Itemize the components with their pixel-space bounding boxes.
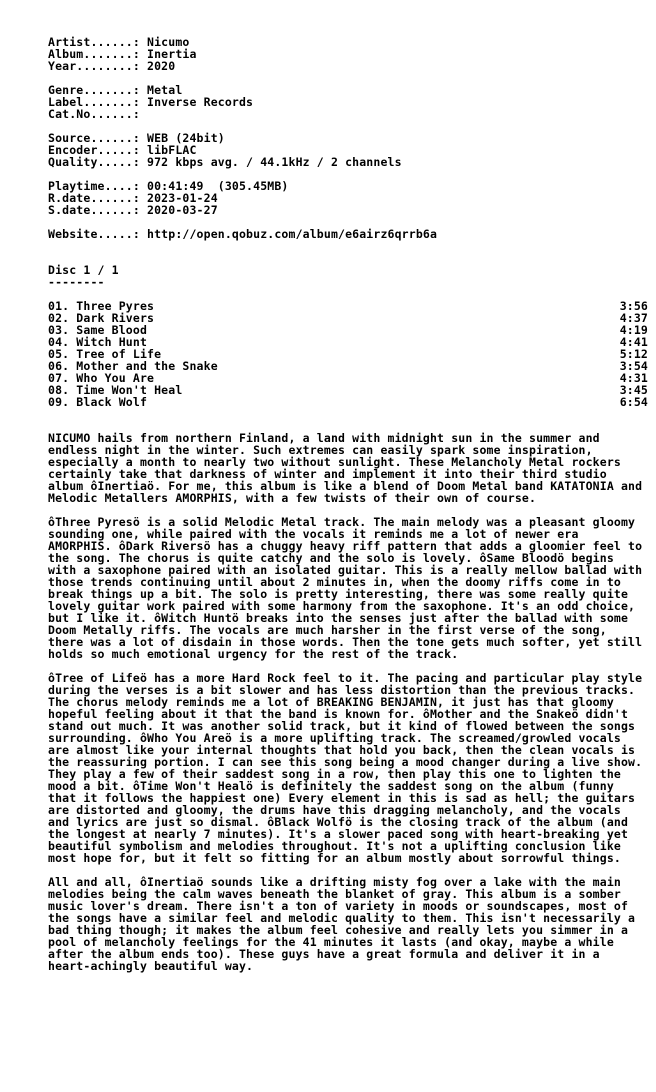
track-title: 08. Time Won't Heal [48,383,183,397]
track-list [48,300,648,408]
street-date-line: S.date......: 2020-03-27 [48,203,218,217]
disc-title: Disc 1 / 1 [48,263,119,277]
track-time: 3:45 [619,383,648,397]
track-row [48,396,648,408]
label-line: Label.......: Inverse Records [48,95,254,109]
track-title: 06. Mother and the Snake [48,359,218,373]
review-paragraph: ôThree Pyresö is a solid Melodic Metal track. The main melody was a pleasant gloomy sounding one, while paired with the vocals it reminds me a lot of newer era AMORPHIS. ôDark Riversö has a chuggy heavy riff pattern that adds a gloomier feel to the song. The chorus is quite catchy and the solo is lovely. ôSame Bloodö begins with a saxophone paired with an isolated guitar. This is a really mellow ballad with those trends continuing until about 2 minutes in, when the doomy riffs come in to break things up a bit. The solo is pretty interesting, there was some really quite lovely guitar work paired with some harmony from the saxophone. It's an odd choice, but I like it. ôWitch Huntö breaks into the senses just after the ballad with some Doom Metally riffs. The vocals are much harsher in the first verse of the song, there was a lot of disdain in those words. Then the tone gets much softer, yet still holds so much emotional urgency for the rest of the track. [48,515,643,661]
track-title: 03. Same Blood [48,323,148,337]
release-info-document [48,36,648,984]
track-title: 01. Three Pyres [48,299,155,313]
track-title: 07. Who You Are [48,371,155,385]
disc-rule: -------- [48,275,105,289]
track-time: 4:37 [619,311,648,325]
genre-line: Genre.......: Metal [48,83,183,97]
quality-line: Quality.....: 972 kbps avg. / 44.1kHz / 2 channels [48,155,402,169]
track-time: 4:31 [619,371,648,385]
track-time: 4:41 [619,335,648,349]
release-date-line: R.date......: 2023-01-24 [48,191,218,205]
review-paragraph: NICUMO hails from northern Finland, a land with midnight sun in the summer and endless night in the winter. Such extremes can easily spark some inspiration, especially a month to nearly two without sunlight. These Melancholy Metal rockers certainly take that darkness of winter and implement it into their third studio album ôInertiaö. For me, this album is like a blend of Doom Metal band KATATONIA and Melodic Metallers AMORPHIS, with a few twists of their own of course. [48,431,643,505]
track-time: 3:56 [619,299,648,313]
artist-line: Artist......: Nicumo [48,35,190,49]
review-text [48,432,648,972]
year-line: Year........: 2020 [48,59,176,73]
track-time: 4:19 [619,323,648,337]
track-title: 05. Tree of Life [48,347,162,361]
playtime-line: Playtime....: 00:41:49 (305.45MB) [48,179,289,193]
track-title: 09. Black Wolf [48,395,148,409]
review-paragraph: ôTree of Lifeö has a more Hard Rock feel to it. The pacing and particular play style during the verses is a bit slower and has less distortion than the previous tracks. The chorus melody reminds me a lot of BREAKING BENJAMIN, it just has that gloomy hopeful feeling about it that the band is known for. ôMother and the Snakeö didn't stand out much. It was another solid track, but it kind of flowed between the songs surrounding. ôWho You Areö is a more uplifting track. The screamed/growled vocals are almost like your internal thoughts that hold you back, then the clean vocals is the reassuring portion. I can see this song being a mood changer during a live show. They play a few of their saddest song in a row, then play this one to lighten the mood a bit. ôTime Won't Healö is definitely the saddest song on the album (funny that it follows the happiest one) Every element in this is sad as hell; the guitars are distorted and gloomy, the drums have this dragging melancholy, and the vocals and lyrics are just so dismal. ôBlack Wolfö is the closing track of the album (and the longest at nearly 7 minutes). It's a slower paced song with heart-breaking yet beautiful symbolism and melodies throughout. It's not a uplifting conclusion like most hope for, but it felt so fitting for an album mostly about sorrowful things. [48,671,643,865]
track-time: 3:54 [619,359,648,373]
catno-line: Cat.No......: [48,107,140,121]
website-line: Website.....: http://open.qobuz.com/album/e6airz6qrrb6a [48,227,438,241]
review-paragraph: All and all, ôInertiaö sounds like a drifting misty fog over a lake with the main melodies being the calm waves beneath the blanket of gray. This album is a somber music lover's dream. There isn't a ton of variety in moods or soundscapes, most of the songs have a similar feel and melodic quality to them. This isn't necessarily a bad thing though; it makes the album feel cohesive and really lets you simmer in a pool of melancholy feelings for the 41 minutes it lasts (and okay, maybe a while after the album ends too). These guys have a great formula and deliver it in a heart-achingly beautiful way. [48,875,636,973]
track-title: 04. Witch Hunt [48,335,148,349]
track-time: 5:12 [619,347,648,361]
track-title: 02. Dark Rivers [48,311,155,325]
encoder-line: Encoder.....: libFLAC [48,143,197,157]
track-time: 6:54 [619,395,648,409]
source-line: Source......: WEB (24bit) [48,131,225,145]
album-line: Album.......: Inertia [48,47,197,61]
